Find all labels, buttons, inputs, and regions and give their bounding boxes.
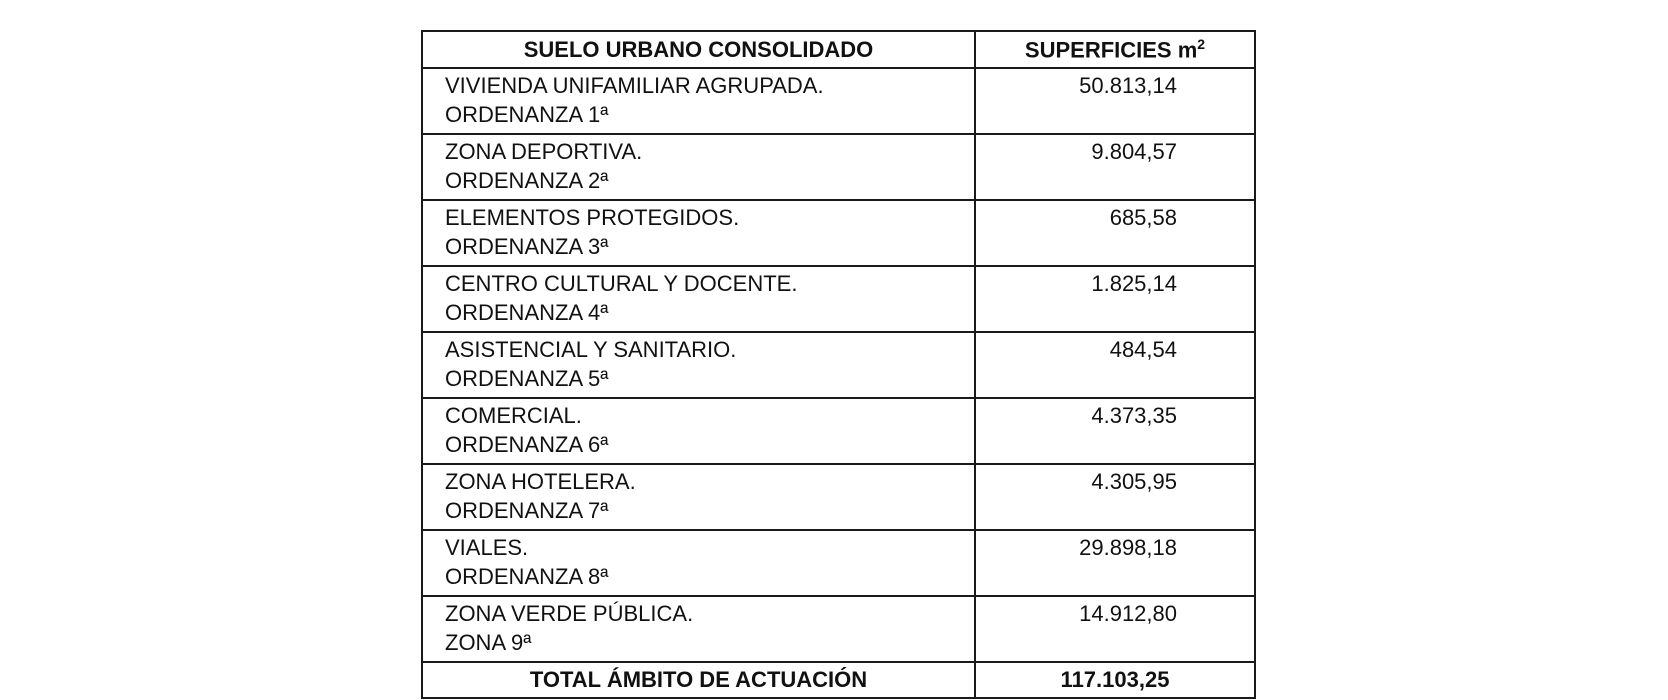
table-row <box>422 398 1255 464</box>
table-row <box>422 464 1255 530</box>
header-area-text: SUPERFICIES m <box>1024 37 1198 63</box>
row-value: 50.813,14 <box>975 68 1255 134</box>
row-label <box>422 464 975 530</box>
row-value: 4.373,35 <box>975 398 1255 464</box>
row-value: 14.912,80 <box>975 596 1255 662</box>
row-ordinance: ORDENANZA 1ª <box>445 102 609 127</box>
table-row <box>422 530 1255 596</box>
header-area <box>975 31 1255 68</box>
row-value: 1.825,14 <box>975 266 1255 332</box>
table-row <box>422 68 1255 134</box>
row-title: ASISTENCIAL Y SANITARIO. <box>445 337 737 362</box>
row-ordinance: ORDENANZA 6ª <box>445 432 609 457</box>
row-label <box>422 200 975 266</box>
table-header-row <box>422 31 1255 68</box>
row-label <box>422 530 975 596</box>
row-value: 29.898,18 <box>975 530 1255 596</box>
table-row <box>422 134 1255 200</box>
row-value: 4.305,95 <box>975 464 1255 530</box>
table-row <box>422 266 1255 332</box>
row-title: ZONA DEPORTIVA. <box>445 139 643 164</box>
row-label <box>422 134 975 200</box>
header-area-superscript: 2 <box>1197 35 1206 52</box>
table-row <box>422 332 1255 398</box>
row-label <box>422 266 975 332</box>
row-ordinance: ORDENANZA 8ª <box>445 564 609 589</box>
table-row <box>422 200 1255 266</box>
row-title: ZONA VERDE PÚBLICA. <box>445 601 694 626</box>
row-ordinance: ORDENANZA 4ª <box>445 300 609 325</box>
row-title: VIALES. <box>445 535 529 560</box>
row-value: 685,58 <box>975 200 1255 266</box>
row-value: 9.804,57 <box>975 134 1255 200</box>
row-title: COMERCIAL. <box>445 403 582 428</box>
row-title: ZONA HOTELERA. <box>445 469 636 494</box>
total-label: TOTAL ÁMBITO DE ACTUACIÓN <box>422 662 975 698</box>
row-title: VIVIENDA UNIFAMILIAR AGRUPADA. <box>445 73 824 98</box>
row-value: 484,54 <box>975 332 1255 398</box>
row-label <box>422 332 975 398</box>
row-ordinance: ORDENANZA 5ª <box>445 366 609 391</box>
row-ordinance: ORDENANZA 3ª <box>445 234 609 259</box>
row-title: ELEMENTOS PROTEGIDOS. <box>445 205 740 230</box>
row-label <box>422 596 975 662</box>
table-row <box>422 596 1255 662</box>
row-ordinance: ORDENANZA 2ª <box>445 168 609 193</box>
total-row <box>422 662 1255 698</box>
row-label <box>422 398 975 464</box>
land-area-table <box>421 30 1256 699</box>
total-value: 117.103,25 <box>975 662 1255 698</box>
row-label <box>422 68 975 134</box>
row-title: CENTRO CULTURAL Y DOCENTE. <box>445 271 798 296</box>
row-ordinance: ZONA 9ª <box>445 630 532 655</box>
row-ordinance: ORDENANZA 7ª <box>445 498 609 523</box>
header-land-type: SUELO URBANO CONSOLIDADO <box>422 31 975 68</box>
